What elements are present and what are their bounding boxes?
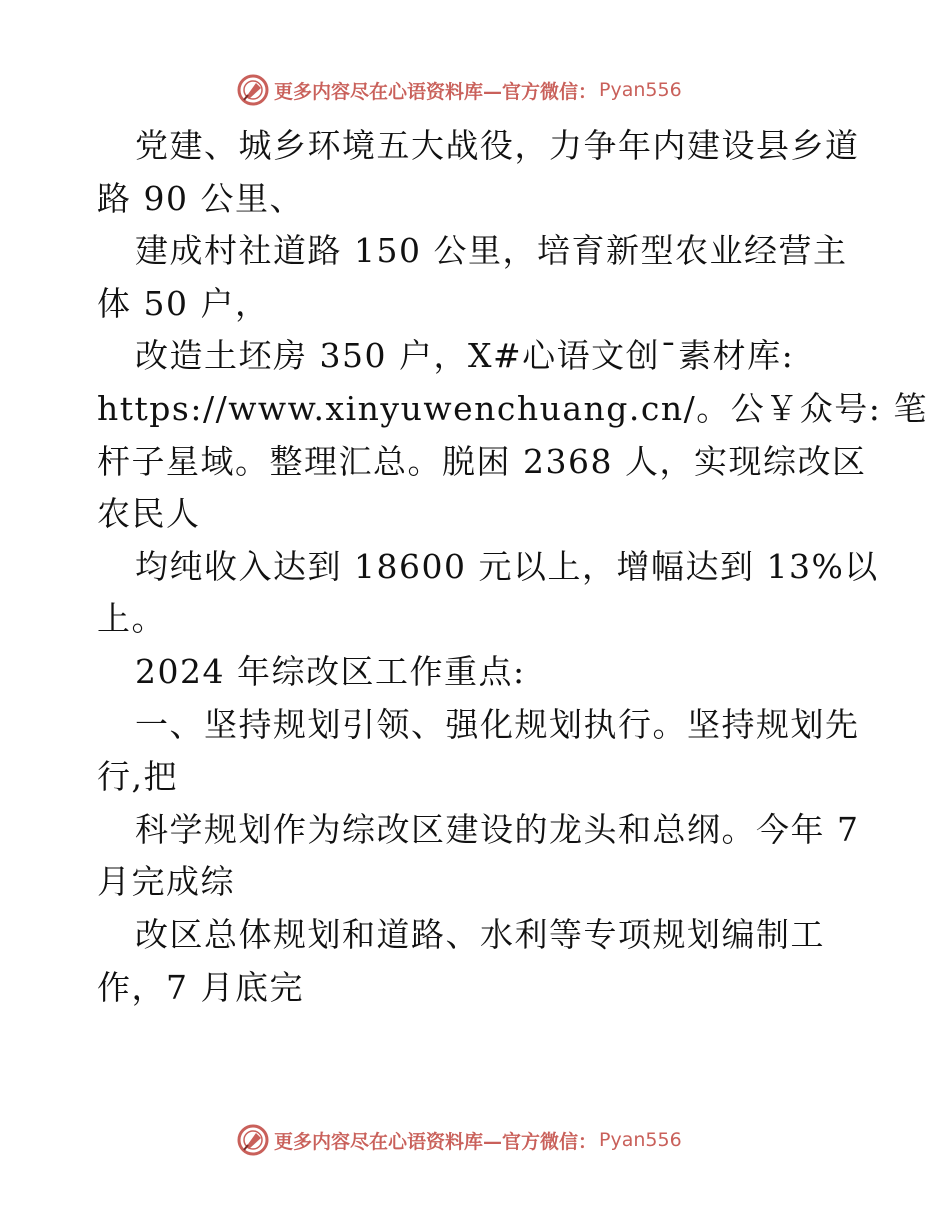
footer-watermark-contact: Pyan556 [599, 1129, 682, 1151]
footer-watermark-text: 更多内容尽在心语资料库—官方微信： [274, 1130, 598, 1153]
text-line: 建成村社道路 150 公里，培育新型农业经营主 [135, 231, 848, 271]
text-line: https://www.xinyuwenchuang.cn/。公￥众号: 笔 [97, 388, 928, 428]
text-line: 改造土坯房 350 户，X#心语文创¯素材库: [135, 336, 795, 376]
header-watermark [236, 72, 682, 108]
text-line: 改区总体规划和道路、水利等专项规划编制工 [135, 914, 825, 954]
document-body [97, 120, 928, 1014]
header-watermark-text: 更多内容尽在心语资料库—官方微信： [274, 80, 598, 103]
text-line: 体 50 户， [97, 283, 270, 323]
text-line: 上。 [97, 599, 166, 639]
text-line: 杆子星域。整理汇总。脱困 2368 人，实现综改区 [97, 441, 867, 481]
text-line: 均纯收入达到 18600 元以上，增幅达到 13%以 [135, 546, 879, 586]
text-line: 科学规划作为综改区建设的龙头和总纲。今年 7 [135, 809, 860, 849]
header-watermark-contact: Pyan556 [599, 79, 682, 101]
pen-nib-logo-icon [236, 1123, 270, 1157]
footer-watermark [236, 1122, 682, 1158]
text-line: 农民人 [97, 494, 201, 534]
text-line: 党建、城乡环境五大战役，力争年内建设县乡道 [135, 126, 860, 165]
text-line: 作，7 月底完 [97, 967, 304, 1007]
text-line: 路 90 公里、 [97, 178, 304, 218]
section-heading: 2024 年综改区工作重点: [135, 651, 526, 691]
text-line: 行,把 [97, 757, 178, 797]
text-line: 一、坚持规划引领、强化规划执行。坚持规划先 [135, 704, 860, 744]
pen-nib-logo-icon [236, 73, 270, 107]
text-line: 月完成综 [97, 862, 235, 902]
